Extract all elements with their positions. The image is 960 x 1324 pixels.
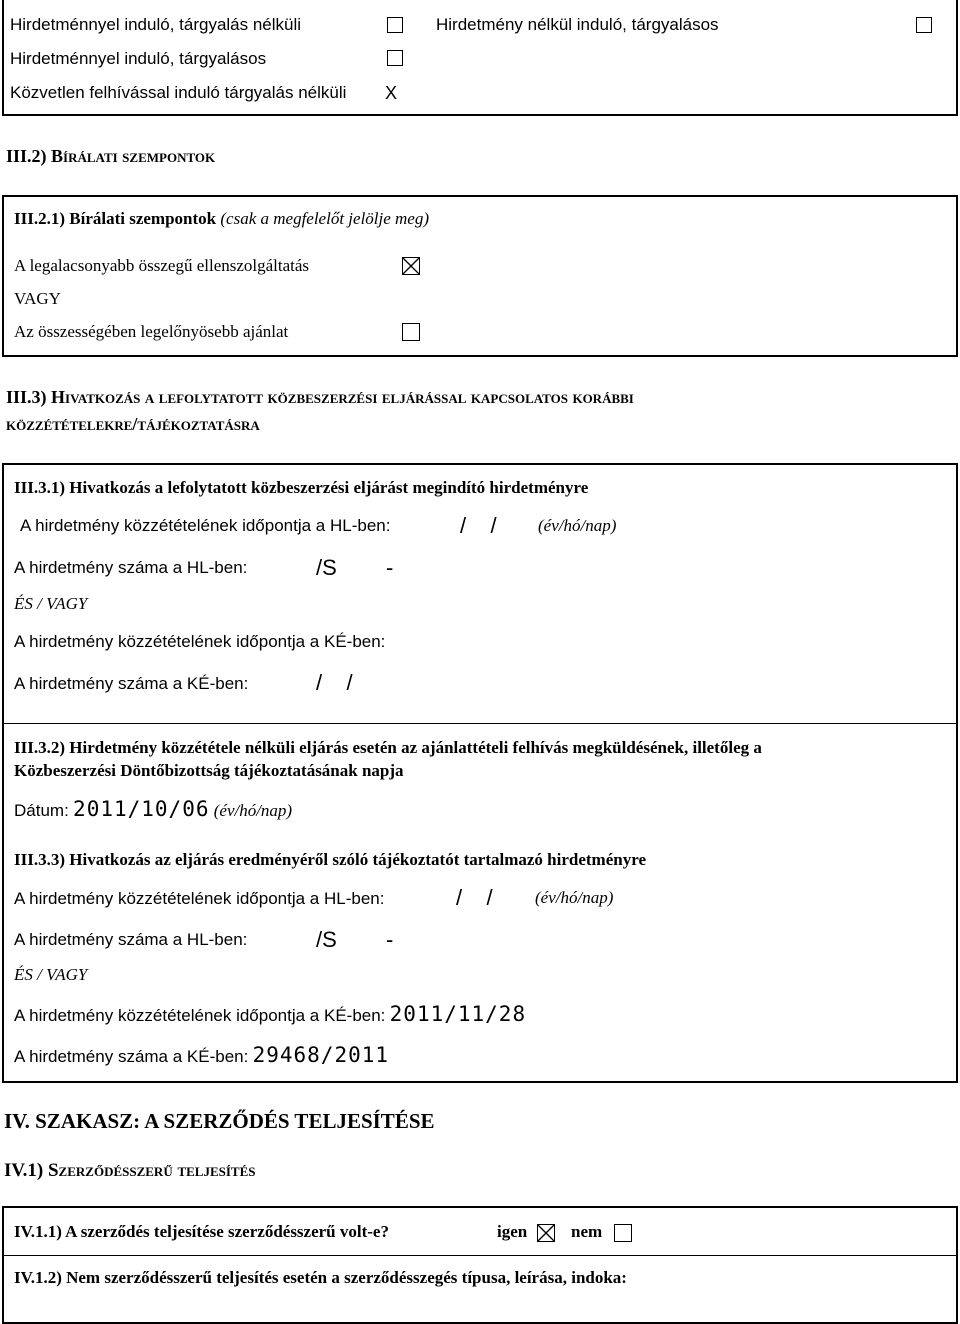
ref-2-date-value: 2011/10/06 (73, 797, 210, 821)
contract-divider (4, 1255, 956, 1256)
ref-3-ke-date-value: 2011/11/28 (389, 1002, 527, 1026)
procedure-option-1: Hirdetménnyel induló, tárgyalás nélküli (10, 15, 302, 34)
ref-2-date-format: (év/hó/nap) (213, 801, 293, 820)
section-iv-1-heading: IV.1) Szerződésszerű teljesítés (4, 1160, 256, 1181)
ref-2-title-line2: Közbeszerzési Döntőbizottság tájékoztatásának napja (14, 761, 404, 780)
ref-1-date-format: (év/hó/nap) (538, 516, 617, 535)
ref-3-ke-num-label: A hirdetmény száma a KÉ-ben: (14, 1047, 249, 1066)
procedure-option-2-checkbox[interactable] (387, 50, 403, 66)
section-iv-title: IV. SZAKASZ: A SZERZŐDÉS TELJESÍTÉSE (4, 1109, 435, 1133)
ref-1-and-or: ÉS / VAGY (14, 594, 88, 613)
ref-1-hl-num-s: /S (316, 555, 337, 580)
ref-3-hl-date-label: A hirdetmény közzétételének időpontja a HL-ben: (14, 889, 385, 908)
ref-1-hl-num-dash: - (386, 555, 394, 580)
ref-3-date-format: (év/hó/nap) (535, 888, 614, 907)
section-iii-2-heading: III.2) Bírálati szempontok (6, 146, 216, 166)
contract-question-1: IV.1.1) A szerződés teljesítése szerződésszerű volt-e? (14, 1222, 389, 1241)
criterion-lowest-price-checkbox[interactable] (402, 257, 420, 275)
criteria-heading-note: (csak a megfelelőt jelölje meg) (220, 209, 430, 228)
criterion-lowest-price: A legalacsonyabb összegű ellenszolgáltatás (14, 256, 310, 275)
ref-3-hl-num-dash: - (386, 927, 394, 952)
ref-3-hl-num-s: /S (316, 927, 337, 952)
criterion-best-value: Az összességében legelőnyösebb ajánlat (14, 322, 289, 341)
criterion-best-value-checkbox[interactable] (402, 323, 420, 341)
criterion-or: VAGY (14, 289, 61, 308)
ref-3-hl-date-separators: / / (456, 885, 493, 910)
ref-2-date (14, 797, 292, 821)
references-divider (4, 723, 956, 724)
ref-1-hl-date-label: A hirdetmény közzétételének időpontja a HL-ben: (20, 516, 391, 535)
ref-3-ke-num (14, 1043, 389, 1067)
ref-3-hl-num-label: A hirdetmény száma a HL-ben: (14, 930, 248, 949)
checked-mark-icon (538, 1225, 554, 1241)
ref-1-title: III.3.1) Hivatkozás a lefolytatott közbeszerzési eljárást megindító hirdetményre (14, 478, 589, 497)
criteria-heading (14, 209, 429, 229)
procedure-option-3: Közvetlen felhívással induló tárgyalás nélküli (10, 83, 347, 102)
ref-3-ke-date (14, 1002, 526, 1026)
contract-no-label: nem (571, 1222, 603, 1241)
ref-1-ke-date-label: A hirdetmény közzétételének időpontja a KÉ-ben: (14, 632, 386, 651)
checked-mark-icon (403, 258, 419, 274)
contract-no-checkbox[interactable] (614, 1224, 632, 1242)
section-iii-3-heading-line2: közzétételekre/tájékoztatásra (6, 414, 260, 434)
ref-3-ke-num-value: 29468/2011 (252, 1043, 390, 1067)
criteria-heading-num: III.2.1) Bírálati szempontok (14, 209, 217, 228)
contract-yes-checkbox[interactable] (537, 1224, 555, 1242)
section-iii-3-heading-line1: III.3) Hivatkozás a lefolytatott közbeszerzési eljárással kapcsolatos korábbi (6, 387, 634, 407)
ref-1-ke-num-separators: / / (316, 670, 353, 695)
ref-1-hl-date-separators: / / (460, 513, 497, 538)
procedure-option-4-checkbox[interactable] (916, 17, 932, 33)
procedure-option-4: Hirdetmény nélkül induló, tárgyalásos (436, 15, 719, 34)
ref-1-hl-num-label: A hirdetmény száma a HL-ben: (14, 558, 248, 577)
ref-3-ke-date-label: A hirdetmény közzétételének időpontja a KÉ-ben: (14, 1006, 386, 1025)
ref-3-and-or: ÉS / VAGY (14, 965, 88, 984)
procedure-option-2: Hirdetménnyel induló, tárgyalásos (10, 49, 267, 68)
ref-1-ke-num-label: A hirdetmény száma a KÉ-ben: (14, 674, 249, 693)
ref-2-date-label: Dátum: (14, 801, 69, 820)
procedure-option-3-mark[interactable]: X (385, 83, 398, 103)
contract-yes-label: igen (497, 1222, 528, 1241)
procedure-option-1-checkbox[interactable] (387, 17, 403, 33)
ref-3-title: III.3.3) Hivatkozás az eljárás eredményéről szóló tájékoztatót tartalmazó hirdetményre (14, 850, 646, 869)
contract-question-2: IV.1.2) Nem szerződésszerű teljesítés esetén a szerződésszegés típusa, leírása, indoka: (14, 1268, 627, 1287)
ref-2-title-line1: III.3.2) Hirdetmény közzététele nélküli eljárás esetén az ajánlattételi felhívás megküldésének, illetőleg a (14, 738, 762, 757)
